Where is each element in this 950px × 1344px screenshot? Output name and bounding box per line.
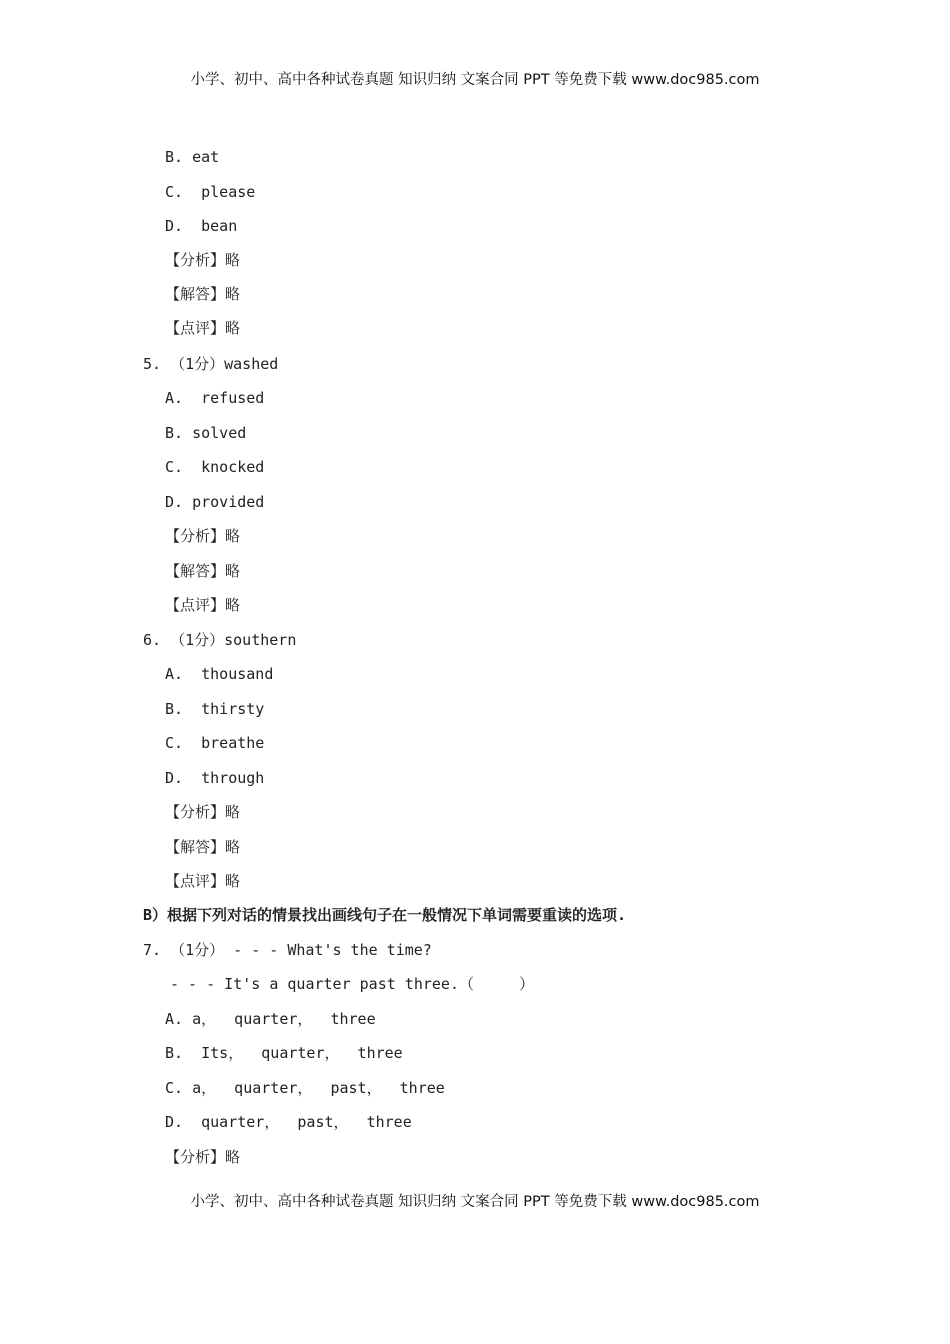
option-b: B. eat <box>165 148 220 166</box>
option-d: D. through <box>165 769 265 787</box>
option-d: D. provided <box>165 493 265 511</box>
option-d: D. bean <box>165 217 238 235</box>
analysis-label: 【分析】略 <box>165 251 241 269</box>
page-header: 小学、初中、高中各种试卷真题 知识归纳 文案合同 PPT 等免费下载 www.doc985.com <box>190 72 760 88</box>
option-c: C. please <box>165 183 256 201</box>
question-7: 7. （1分） - - - What's the time? <box>143 941 432 959</box>
answer-label: 【解答】略 <box>165 562 241 580</box>
answer-label: 【解答】略 <box>165 285 241 303</box>
option-b: B. Its， quarter， three <box>165 1044 403 1062</box>
question-5: 5. （1分）washed <box>143 355 279 373</box>
option-a: A. thousand <box>165 665 274 683</box>
question-6: 6. （1分）southern <box>143 631 297 649</box>
option-c: C. breathe <box>165 734 265 752</box>
option-a: A. a， quarter， three <box>165 1010 376 1028</box>
comment-label: 【点评】略 <box>165 319 241 337</box>
analysis-label: 【分析】略 <box>165 803 241 821</box>
option-a: A. refused <box>165 389 265 407</box>
analysis-label: 【分析】略 <box>165 1148 241 1166</box>
option-c: C. knocked <box>165 458 265 476</box>
comment-label: 【点评】略 <box>165 872 241 890</box>
comment-label: 【点评】略 <box>165 596 241 614</box>
option-b: B. thirsty <box>165 700 265 718</box>
section-b-heading: B）根据下列对话的情景找出画线句子在一般情况下单词需要重读的选项. <box>143 906 627 924</box>
option-d: D. quarter， past， three <box>165 1113 412 1131</box>
question-7-reply: - - - It's a quarter past three.（ ） <box>170 975 535 993</box>
analysis-label: 【分析】略 <box>165 527 241 545</box>
page-footer: 小学、初中、高中各种试卷真题 知识归纳 文案合同 PPT 等免费下载 www.doc985.com <box>190 1194 760 1210</box>
option-b: B. solved <box>165 424 247 442</box>
option-c: C. a， quarter， past， three <box>165 1079 445 1097</box>
answer-label: 【解答】略 <box>165 838 241 856</box>
